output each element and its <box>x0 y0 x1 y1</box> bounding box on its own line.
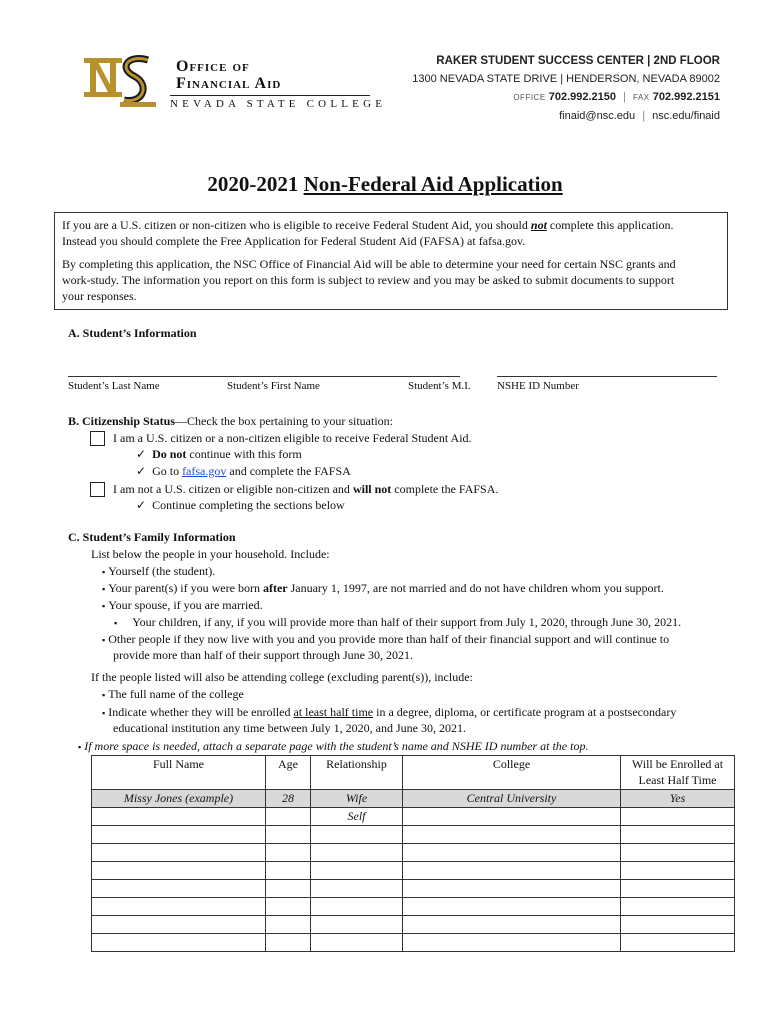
contact-address: 1300 NEVADA STATE DRIVE | HENDERSON, NEVADA 89002 <box>412 73 720 85</box>
household-item-self <box>102 563 215 580</box>
continue-text: Continue completing the sections below <box>152 498 345 512</box>
household-item-others <box>102 631 669 648</box>
bullet-icon: ▪ <box>102 635 106 645</box>
contact-website[interactable]: nsc.edu/finaid <box>652 110 720 122</box>
example-name: Missy Jones (example) <box>92 790 266 808</box>
office-label: OFFICE <box>513 93 546 102</box>
contact-phones: OFFICE 702.992.2150 | FAX 702.992.2151 <box>513 91 720 103</box>
last-name-label: Student’s Last Name <box>68 380 160 392</box>
header-relationship: Relationship <box>311 756 403 790</box>
office-line2: Financial Aid <box>176 75 282 92</box>
table-cell[interactable] <box>621 862 735 880</box>
table-row <box>92 862 735 880</box>
household-item-parents <box>102 580 664 597</box>
title-year: 2020-2021 <box>207 172 299 196</box>
table-row-example <box>92 790 735 808</box>
table-cell[interactable] <box>266 844 311 862</box>
example-enrolled: Yes <box>621 790 735 808</box>
bullet-icon: ▪ <box>102 584 106 594</box>
table-cell[interactable] <box>403 934 621 952</box>
nsc-logo-icon <box>84 54 160 112</box>
table-cell[interactable] <box>311 898 403 916</box>
table-row-self <box>92 808 735 826</box>
household-intro: List below the people in your household. Include: <box>91 547 330 561</box>
office-phone: 702.992.2150 <box>548 91 617 103</box>
logo-divider <box>170 95 370 96</box>
table-cell[interactable] <box>266 862 311 880</box>
table-cell[interactable] <box>403 862 621 880</box>
first-name-label: Student’s First Name <box>227 380 320 392</box>
table-cell[interactable] <box>92 934 266 952</box>
table-row <box>92 898 735 916</box>
table-cell[interactable] <box>92 844 266 862</box>
college-intro: If the people listed will also be attending college (excluding parent(s)), include: <box>91 670 473 684</box>
table-cell[interactable] <box>621 808 735 826</box>
contact-web: finaid@nsc.edu | nsc.edu/finaid <box>559 110 720 122</box>
college-item-enrollment <box>102 704 676 721</box>
fafsa-link[interactable]: fafsa.gov <box>182 464 227 478</box>
citizen-checkbox[interactable] <box>90 431 105 446</box>
others-text-b: provide more than half of their support through June 30, 2021. <box>113 648 413 662</box>
table-cell[interactable] <box>621 880 735 898</box>
table-cell[interactable] <box>266 826 311 844</box>
table-cell[interactable] <box>92 880 266 898</box>
header-age: Age <box>266 756 311 790</box>
table-cell[interactable] <box>92 898 266 916</box>
table-cell[interactable] <box>403 916 621 934</box>
table-cell[interactable] <box>621 898 735 916</box>
table-cell[interactable] <box>92 862 266 880</box>
non-citizen-a: I am not a U.S. citizen or eligible non-citizen and <box>113 482 353 496</box>
intro-paragraph-2 <box>62 256 720 304</box>
example-age: 28 <box>266 790 311 808</box>
family-table <box>91 755 735 952</box>
college-name-text: The full name of the college <box>108 687 244 701</box>
table-cell[interactable] <box>92 808 266 826</box>
check-icon: ✓ <box>136 464 147 478</box>
section-c-heading: C. Student’s Family Information <box>68 530 236 544</box>
table-cell[interactable] <box>403 880 621 898</box>
citizen-sub-1-rest: continue with this form <box>186 447 302 461</box>
spouse-text: Your spouse, if you are married. <box>108 598 263 612</box>
intro-not: not <box>530 218 547 232</box>
household-item-self-text: Yourself (the student). <box>108 564 216 578</box>
table-row <box>92 916 735 934</box>
table-header-row <box>92 756 735 790</box>
contact-email[interactable]: finaid@nsc.edu <box>559 110 636 122</box>
enroll-text-c: educational institution any time between July 1, 2020, and June 30, 2021. <box>113 721 466 735</box>
college-item-name <box>102 686 244 703</box>
table-cell[interactable] <box>311 844 403 862</box>
table-cell[interactable] <box>311 934 403 952</box>
intro-p2-a: By completing this application, the NSC Office of Financial Aid will be able to determine your need for certain NSC grants and <box>62 257 676 271</box>
contact-building: RAKER STUDENT SUCCESS CENTER | 2ND FLOOR <box>436 55 720 67</box>
non-citizen-b: complete the FAFSA. <box>391 482 499 496</box>
table-row <box>92 880 735 898</box>
intro-paragraph-1 <box>62 217 720 249</box>
bullet-icon: ▪ <box>78 742 82 752</box>
citizen-sub-2 <box>136 463 351 479</box>
bullet-icon: ▪ <box>102 708 106 718</box>
contact-block <box>412 52 720 125</box>
table-cell[interactable] <box>266 880 311 898</box>
check-icon: ✓ <box>136 447 147 461</box>
section-a-heading: A. Student’s Information <box>68 326 197 340</box>
intro-p1-a: If you are a U.S. citizen or non-citizen who is eligible to receive Federal Student Aid, you should <box>62 218 531 232</box>
go-to-text: Go to <box>152 464 183 478</box>
intro-box <box>54 212 728 310</box>
will-not-text: will not <box>352 482 392 496</box>
table-cell[interactable] <box>403 826 621 844</box>
space-note-text: If more space is needed, attach a separate page with the student’s name and NSHE ID number at the top. <box>84 739 589 753</box>
table-cell[interactable] <box>311 862 403 880</box>
table-cell[interactable] <box>311 916 403 934</box>
parents-text-b: January 1, 1997, are not married and do not have children whom you support. <box>287 581 664 595</box>
name-fields-line[interactable] <box>68 376 460 377</box>
example-relationship: Wife <box>311 790 403 808</box>
table-cell[interactable] <box>266 916 311 934</box>
check-icon: ✓ <box>136 498 147 512</box>
nshe-field-line[interactable] <box>497 376 717 377</box>
page-title <box>0 172 770 197</box>
office-line1: Office of <box>176 58 250 75</box>
table-cell[interactable] <box>621 844 735 862</box>
complete-fafsa-text: and complete the FAFSA <box>226 464 351 478</box>
household-item-spouse <box>102 597 263 614</box>
table-cell[interactable] <box>621 934 735 952</box>
table-cell[interactable] <box>403 808 621 826</box>
table-cell[interactable] <box>92 916 266 934</box>
table-cell[interactable] <box>311 826 403 844</box>
others-text-a: Other people if they now live with you and you provide more than half of their financial support and will continue to <box>108 632 670 646</box>
section-b-instruction: —Check the box pertaining to your situation: <box>175 414 393 428</box>
college-name: NEVADA STATE COLLEGE <box>170 98 387 110</box>
table-cell[interactable] <box>266 934 311 952</box>
half-time-text: at least half time <box>293 705 374 719</box>
table-cell[interactable] <box>311 880 403 898</box>
header-enrolled: Will be Enrolled at Least Half Time <box>621 756 735 790</box>
table-cell[interactable] <box>621 826 735 844</box>
citizen-option-label: I am a U.S. citizen or a non-citizen eligible to receive Federal Student Aid. <box>113 431 472 445</box>
fax-label: FAX <box>633 93 650 102</box>
table-cell[interactable] <box>92 826 266 844</box>
table-cell[interactable] <box>403 898 621 916</box>
non-citizen-checkbox[interactable] <box>90 482 105 497</box>
citizen-sub-1 <box>136 446 302 462</box>
intro-p2-b: work-study. The information you report on this form is subject to review and you may be asked to submit documents to support <box>62 273 675 287</box>
table-row <box>92 826 735 844</box>
table-row <box>92 934 735 952</box>
do-not-text: Do not <box>152 447 187 461</box>
after-text: after <box>262 581 288 595</box>
bullet-icon: ▪ <box>114 618 118 628</box>
bullet-icon: ▪ <box>102 690 106 700</box>
header-full-name: Full Name <box>92 756 266 790</box>
office-title <box>176 58 281 92</box>
section-b-title: B. Citizenship Status <box>68 414 176 428</box>
self-relationship: Self <box>311 808 403 826</box>
enroll-text-b: in a degree, diploma, or certificate program at a postsecondary <box>373 705 677 719</box>
title-name: Non-Federal Aid Application <box>303 172 563 196</box>
table-cell[interactable] <box>266 898 311 916</box>
intro-p2-c: your responses. <box>62 289 137 303</box>
mi-label: Student’s M.I. <box>408 380 471 392</box>
section-b-heading <box>68 413 393 429</box>
non-citizen-option-label <box>113 481 498 497</box>
nsc-logo <box>84 54 160 112</box>
header-college: College <box>403 756 621 790</box>
nshe-label: NSHE ID Number <box>497 380 579 392</box>
space-note <box>78 738 588 755</box>
fax-phone: 702.992.2151 <box>652 91 720 103</box>
bullet-icon: ▪ <box>102 567 106 577</box>
table-row <box>92 844 735 862</box>
children-text: Your children, if any, if you will provide more than half of their support from July 1, 2020, through June 30, 2021. <box>132 615 682 629</box>
table-cell[interactable] <box>621 916 735 934</box>
non-citizen-sub-1 <box>136 497 345 513</box>
intro-p1-b: complete this application. <box>546 218 674 232</box>
household-item-children <box>114 614 681 631</box>
table-cell[interactable] <box>403 844 621 862</box>
parents-text-a: Your parent(s) if you were born <box>108 581 263 595</box>
table-cell[interactable] <box>266 808 311 826</box>
intro-p1-c: Instead you should complete the Free Application for Federal Student Aid (FAFSA) at fafsa.gov. <box>62 234 526 248</box>
example-college: Central University <box>403 790 621 808</box>
bullet-icon: ▪ <box>102 601 106 611</box>
enroll-text-a: Indicate whether they will be enrolled <box>108 705 294 719</box>
